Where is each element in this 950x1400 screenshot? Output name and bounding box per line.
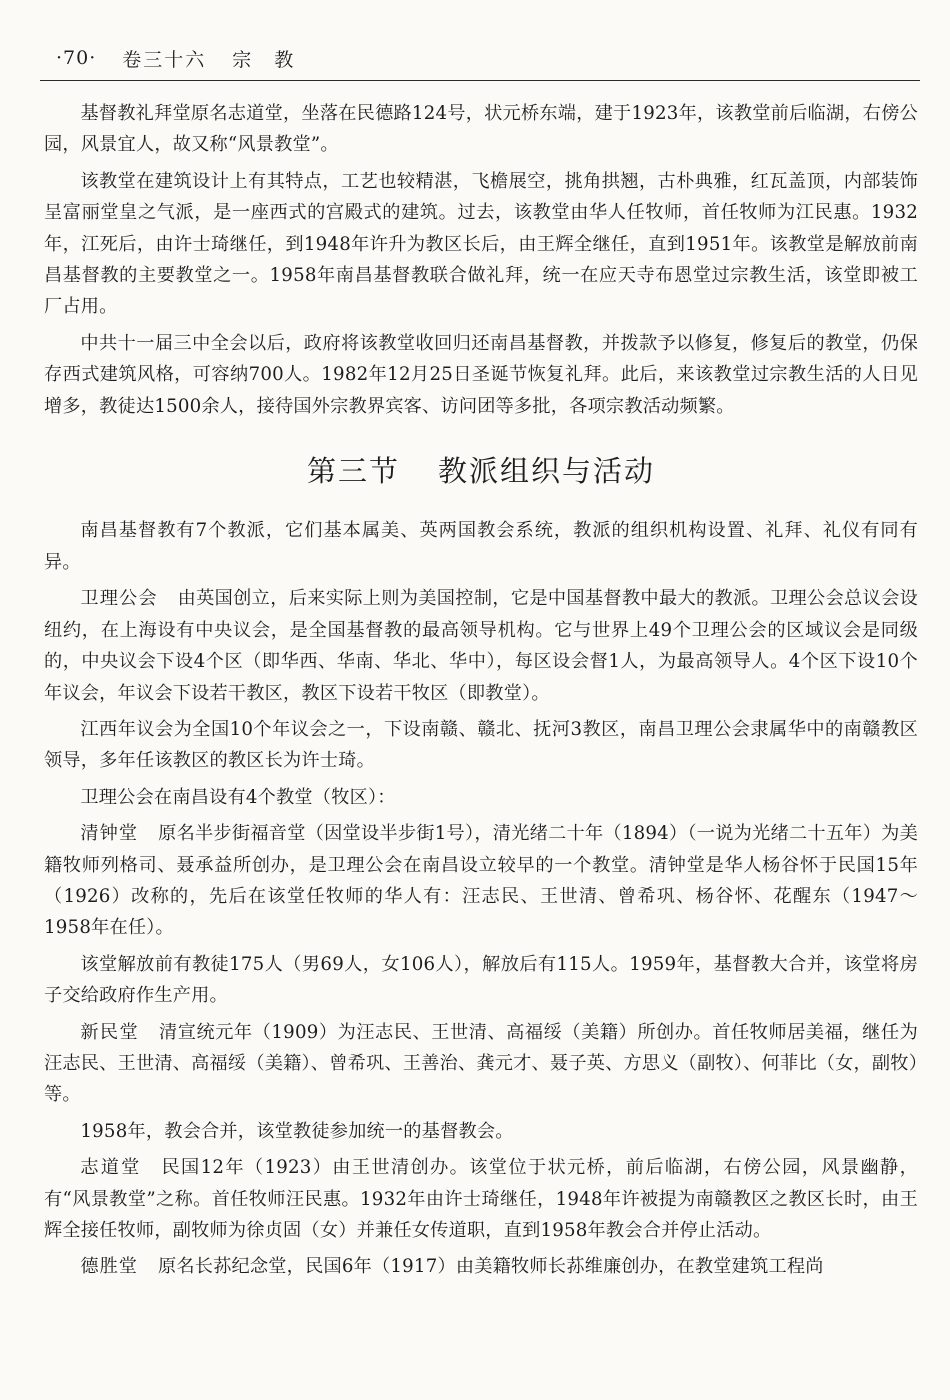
- paragraph-text: 原名半步街福音堂（因堂设半步街1号），清光绪二十年（1894）（一说为光绪二十五年）为美籍牧师列格司、聂承益所创办，是卫理公会在南昌设立较早的一个教堂。清钟堂是华人杨谷怀于民国15年（1926）改称的，先后在该堂任牧师的华人有：汪志民、王世清、曾希巩、杨谷怀、花醒东（1947～1958年在任）。: [44, 823, 918, 939]
- paragraph: [44, 1152, 918, 1246]
- page-number: ·70·: [56, 47, 97, 69]
- paragraph: 1958年，教会合并，该堂教徒参加统一的基督教会。: [80, 1120, 514, 1142]
- paragraph-text: 原名长荪纪念堂，民国6年（1917）由美籍牧师长荪维廉创办，在教堂建筑工程尚: [157, 1256, 824, 1278]
- page-body: [44, 98, 918, 1288]
- paragraph-lead: 德胜堂: [80, 1256, 138, 1278]
- paragraph: [44, 583, 918, 709]
- paragraph-text: 由英国创立，后来实际上则为美国控制，它是中国基督教中最大的教派。卫理公会总议会设纽约，在上海设有中央议会，是全国基督教的最高领导机构。它与世界上49个卫理公会的区域议会是同级的，中央议会下设4个区（即华西、华南、华北、华中），每区设会督1人，为最高领导人。4个区下设10个年议会，年议会下设若干教区，教区下设若干牧区（即教堂）。: [44, 588, 918, 704]
- paragraph-text: 清宣统元年（1909）为汪志民、王世清、高福绥（美籍）所创办。首任牧师居美福，继任为汪志民、王世清、高福绥（美籍）、曾希巩、王善治、龚元才、聂子英、方思义（副牧）、何菲比（女，副牧）等。: [44, 1021, 918, 1106]
- header-rule: [40, 80, 920, 81]
- paragraph-lead: 新民堂: [80, 1021, 139, 1043]
- paragraph: 中共十一届三中全会以后，政府将该教堂收回归还南昌基督教，并拨款予以修复，修复后的教堂，仍保存西式建筑风格，可容纳700人。1982年12月25日圣诞节恢复礼拜。此后，来该教堂过宗教生活的人日见增多，教徒达1500余人，接待国外宗教界宾客、访问团等多批，各项宗教活动频繁。: [44, 332, 918, 417]
- paragraph: 江西年议会为全国10个年议会之一，下设南赣、赣北、抚河3教区，南昌卫理公会隶属华中的南赣教区领导，多年任该教区的教区长为许士琦。: [44, 718, 918, 772]
- paragraph: [44, 1251, 918, 1282]
- paragraph: 该堂解放前有教徒175人（男69人，女106人），解放后有115人。1959年，基督教大合并，该堂将房子交给政府作生产用。: [44, 953, 918, 1007]
- section-number: 第三节: [306, 454, 400, 489]
- chapter-title: 宗 教: [232, 48, 296, 71]
- paragraph: 卫理公会在南昌设有4个教堂（牧区）：: [80, 786, 396, 808]
- paragraph: [44, 1017, 918, 1111]
- paragraph-lead: 清钟堂: [80, 823, 139, 845]
- section-title: 教派组织与活动: [438, 454, 656, 489]
- paragraph: 基督教礼拜堂原名志道堂，坐落在民德路124号，状元桥东端，建于1923年，该教堂前后临湖，右傍公园，风景宜人，故又称“风景教堂”。: [44, 103, 918, 156]
- paragraph: 南昌基督教有7个教派，它们基本属美、英两国教会系统，教派的组织机构设置、礼拜、礼仪有同有异。: [44, 520, 918, 573]
- section-heading: [44, 456, 918, 487]
- paragraph-text: 民国12年（1923）由王世清创办。该堂位于状元桥，前后临湖，右傍公园，风景幽静，有“风景教堂”之称。首任牧师汪民惠。1932年由许士琦继任，1948年许被提为南赣教区之教区长时，由王辉全接任牧师，副牧师为徐贞固（女）并兼任女传道职，直到1958年教会合并停止活动。: [44, 1157, 918, 1241]
- paragraph-lead: 志道堂: [80, 1157, 142, 1179]
- paragraph: [44, 818, 918, 944]
- running-header: [56, 44, 916, 72]
- volume-title: 卷三十六: [122, 48, 207, 71]
- paragraph: 该教堂在建筑设计上有其特点，工艺也较精湛，飞檐展空，挑角拱翘，古朴典雅，红瓦盖顶，内部装饰呈富丽堂皇之气派，是一座西式的宫殿式的建筑。过去，该教堂由华人任牧师，首任牧师为江民惠。1932年，江死后，由许士琦继任，到1948年许升为教区长后，由王辉全继任，直到1951年。该教堂是解放前南昌基督教的主要教堂之一。1958年南昌基督教联合做礼拜，统一在应天寺布恩堂过宗教生活，该堂即被工厂占用。: [44, 170, 918, 318]
- paragraph-lead: 卫理公会: [80, 588, 158, 610]
